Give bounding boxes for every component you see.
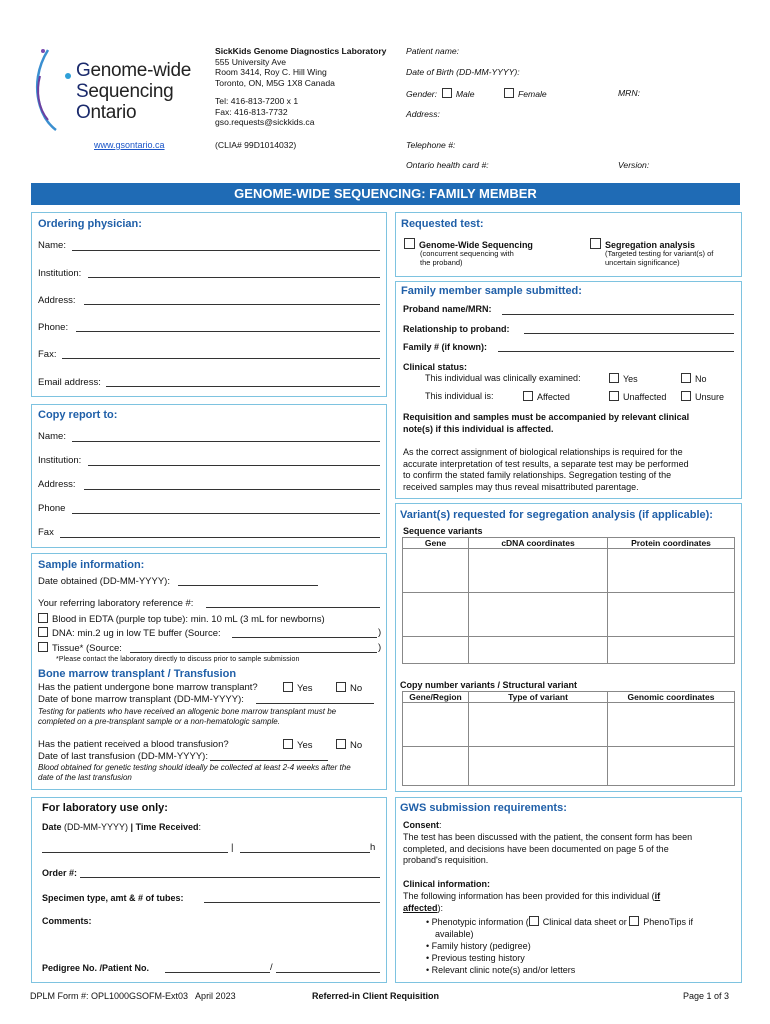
copy-phone-field[interactable] (72, 513, 380, 514)
bmt-title: Bone marrow transplant / Transfusion (38, 668, 237, 680)
unsure-option: Unsure (681, 391, 724, 402)
male-checkbox[interactable] (442, 88, 452, 98)
protein-header: Protein coordinates (608, 538, 735, 549)
bmt-date-label: Date of bone marrow transplant (DD-MM-YYYY): (38, 694, 244, 705)
website-link[interactable]: www.gsontario.ca (94, 140, 165, 150)
bmt-question: Has the patient undergone bone marrow transplant? (38, 682, 258, 693)
tissue-source-field[interactable] (130, 652, 377, 653)
gws-option: Genome-Wide Sequencing (404, 238, 533, 250)
ordering-physician-title: Ordering physician: (38, 218, 142, 230)
transfusion-date-field[interactable] (210, 760, 328, 761)
table-row (403, 747, 735, 786)
health-card-label: Ontario health card #: (406, 160, 489, 170)
specimen-label: Specimen type, amt & # of tubes: (42, 893, 184, 903)
ordering-name-field[interactable] (72, 250, 380, 251)
telephone-label: Telephone #: (406, 140, 456, 150)
table-cell[interactable] (403, 703, 469, 747)
list-item: available) (435, 929, 474, 939)
consent-label: Consent: (403, 820, 442, 830)
transfusion-no-checkbox[interactable] (336, 739, 346, 749)
unsure-checkbox[interactable] (681, 391, 691, 401)
table-cell[interactable] (403, 747, 469, 786)
clinical-info-text: The following information has been provided for this individual (if affected): (403, 891, 661, 913)
ordering-institution-label: Institution: (38, 268, 82, 279)
sample-date-field[interactable] (178, 585, 318, 586)
order-field[interactable] (80, 877, 380, 878)
pedigree-slash: / (270, 962, 273, 973)
lab-info: SickKids Genome Diagnostics Laboratory 555 University Ave Room 3414, Roy C. Hill Wing Toronto, ON, M5G 1X8 Canada Tel: 416-813-7200 x 1 Fax: 416-813-7732 gso.requests@sickkids.ca (215, 46, 387, 127)
transfusion-no-option: No (336, 739, 362, 751)
proband-field[interactable] (502, 314, 734, 315)
bmt-no-option: No (336, 682, 362, 694)
table-cell[interactable] (608, 549, 735, 593)
table-row (403, 703, 735, 747)
bmt-yes-checkbox[interactable] (283, 682, 293, 692)
bmt-date-field[interactable] (256, 703, 374, 704)
lab-use-title: For laboratory use only: (42, 802, 168, 814)
bmt-yes-option: Yes (283, 682, 313, 694)
lab-date-field[interactable] (42, 852, 228, 853)
cnv-label: Copy number variants / Structural variant (400, 680, 578, 690)
pedigree-field[interactable] (165, 972, 270, 973)
copy-report-box (31, 404, 387, 548)
bmt-note-2: completed on a pre-transplant sample or a non-hematologic sample. (38, 717, 280, 726)
gene-header: Gene (403, 538, 469, 549)
table-row (403, 549, 735, 593)
sample-note: *Please contact the laboratory directly to discuss prior to sample submission (56, 656, 300, 663)
patient-name-label: Patient name: (406, 46, 460, 56)
transfusion-note-2: date of the last transfusion (38, 773, 132, 782)
gws-requirements-title: GWS submission requirements: (400, 802, 567, 814)
ref-field[interactable] (206, 607, 380, 608)
dna-checkbox[interactable] (38, 627, 48, 637)
ordering-fax-label: Fax: (38, 349, 57, 360)
comments-label: Comments: (42, 916, 92, 926)
list-item: • Family history (pedigree) (426, 941, 531, 951)
lab-time-field[interactable] (240, 852, 370, 853)
family-no-label: Family # (if known): (403, 342, 488, 352)
transfusion-question: Has the patient received a blood transfusion? (38, 739, 229, 750)
ordering-fax-field[interactable] (62, 358, 380, 359)
type-header: Type of variant (469, 692, 608, 703)
pedigree-label: Pedigree No. /Patient No. (42, 963, 150, 973)
list-item: • Relevant clinic note(s) and/or letters (426, 965, 576, 975)
sample-info-title: Sample information: (38, 559, 145, 571)
table-cell[interactable] (608, 593, 735, 637)
logo-text: Genome-wide Sequencing Ontario (76, 60, 191, 123)
transfusion-note-1: Blood obtained for genetic testing should ideally be collected at least 2-4 weeks after the (38, 763, 351, 772)
region-header: Gene/Region (403, 692, 469, 703)
dna-paren: ) (378, 627, 382, 638)
sample-date-label: Date obtained (DD-MM-YYYY): (38, 576, 170, 587)
list-item: • Phenotypic information ( Clinical data sheet or PhenoTips if (426, 917, 693, 927)
gws-sub: (concurrent sequencing with the proband) (420, 249, 514, 267)
ordering-address-field[interactable] (84, 304, 380, 305)
copy-fax-label: Fax (38, 527, 54, 538)
lab-h: h (370, 842, 376, 853)
requested-test-title: Requested test: (401, 218, 484, 230)
transfusion-yes-checkbox[interactable] (283, 739, 293, 749)
table-cell[interactable] (469, 549, 608, 593)
gws-checkbox[interactable] (404, 238, 415, 249)
table-cell[interactable] (403, 549, 469, 593)
version-label: Version: (618, 160, 650, 170)
copy-institution-label: Institution: (38, 455, 82, 466)
ordering-name-label: Name: (38, 240, 66, 251)
form-banner: GENOME-WIDE SEQUENCING: FAMILY MEMBER (31, 183, 740, 205)
transfusion-yes-option: Yes (283, 739, 313, 751)
copy-address-field[interactable] (84, 489, 380, 490)
cdna-header: cDNA coordinates (469, 538, 608, 549)
footer-title: Referred-in Client Requisition (312, 991, 440, 1001)
copy-fax-field[interactable] (60, 537, 380, 538)
tissue-checkbox[interactable] (38, 642, 48, 652)
table-cell[interactable] (608, 637, 735, 664)
patient-gender-label: Gender: Male (406, 89, 475, 99)
sequence-variants-table (402, 537, 735, 664)
unaffected-option: Unaffected (609, 391, 666, 402)
transfusion-date-label: Date of last transfusion (DD-MM-YYYY): (38, 751, 208, 762)
variants-title: Variant(s) requested for segregation analysis (if applicable): (400, 509, 713, 521)
seg-checkbox[interactable] (590, 238, 601, 249)
consent-text: The test has been discussed with the patient, the consent form has been completed, and decisions have been documented on page 5 of the proband's requisition. (403, 832, 693, 865)
ordering-phone-label: Phone: (38, 322, 69, 333)
patient-no-field[interactable] (276, 972, 380, 973)
footer-page: Page 1 of 3 (683, 991, 730, 1001)
footer-form-number: DPLM Form #: OPL1000GSOFM-Ext03 April 2023 (30, 991, 236, 1001)
ordering-phone-field[interactable] (76, 331, 380, 332)
edta-checkbox[interactable] (38, 613, 48, 623)
is-label: This individual is: (425, 391, 494, 401)
ordering-email-label: Email address: (38, 377, 101, 388)
examined-yes-checkbox[interactable] (609, 373, 619, 383)
ordering-institution-field[interactable] (88, 277, 380, 278)
bmt-note-1: Testing for patients who have received an allogenic bone marrow transplant must be (38, 707, 337, 716)
family-member-title: Family member sample submitted: (401, 285, 582, 297)
table-cell[interactable] (608, 747, 735, 786)
seg-option: Segregation analysis (590, 238, 695, 250)
address-label: Address: (406, 109, 440, 119)
order-label: Order #: (42, 868, 78, 878)
dna-source-field[interactable] (232, 637, 377, 638)
family-no-field[interactable] (498, 351, 734, 352)
table-cell[interactable] (469, 637, 608, 664)
patient-dob-label: Date of Birth (DD-MM-YYYY): (406, 67, 520, 77)
examined-label: This individual was clinically examined: (425, 373, 581, 383)
bmt-no-checkbox[interactable] (336, 682, 346, 692)
phenotips-checkbox[interactable] (629, 916, 639, 926)
clia-number: (CLIA# 99D1014032) (215, 140, 297, 150)
genomic-header: Genomic coordinates (608, 692, 735, 703)
unaffected-checkbox[interactable] (609, 391, 619, 401)
examined-no-checkbox[interactable] (681, 373, 691, 383)
seq-variants-label: Sequence variants (403, 526, 483, 536)
female-option: Female (504, 88, 547, 99)
copy-address-label: Address: (38, 479, 76, 490)
lab-sep: | (231, 842, 234, 853)
copy-institution-field[interactable] (88, 465, 380, 466)
relationship-label: Relationship to proband: (403, 324, 510, 334)
copy-name-field[interactable] (72, 441, 380, 442)
tissue-option: Tissue* (Source: (38, 642, 122, 654)
relationship-paragraph: As the correct assignment of biological relationships is required for the accurate interpretation of test results, a separate test may be performed to confirm the stated family relationships. Segregation testing of the received samples may thus reveal misattributed parentage. (403, 447, 689, 492)
female-checkbox[interactable] (504, 88, 514, 98)
ref-label: Your referring laboratory reference #: (38, 598, 194, 609)
table-cell[interactable] (469, 593, 608, 637)
affected-option: Affected (523, 391, 570, 402)
ordering-email-field[interactable] (106, 386, 380, 387)
logo-mark (30, 46, 80, 136)
clinical-status-label: Clinical status: (403, 362, 468, 372)
edta-option: Blood in EDTA (purple top tube): min. 10 mL (3 mL for newborns) (38, 613, 325, 625)
clinical-data-sheet-checkbox[interactable] (529, 916, 539, 926)
mrn-label: MRN: (618, 88, 640, 98)
copy-report-title: Copy report to: (38, 409, 118, 421)
table-cell[interactable] (469, 703, 608, 747)
requisition-note: Requisition and samples must be accompanied by relevant clinical note(s) if this individual is affected. (403, 412, 690, 434)
copy-name-label: Name: (38, 431, 66, 442)
specimen-field[interactable] (204, 902, 380, 903)
table-row (403, 593, 735, 637)
lab-date-label: Date (DD-MM-YYYY) | Time Received: (42, 822, 201, 832)
table-row (403, 637, 735, 664)
affected-checkbox[interactable] (523, 391, 533, 401)
seg-sub: (Targeted testing for variant(s) of uncertain significance) (605, 249, 714, 267)
ordering-address-label: Address: (38, 295, 76, 306)
examined-yes-option: Yes (609, 373, 638, 384)
table-cell[interactable] (403, 637, 469, 664)
relationship-field[interactable] (524, 333, 734, 334)
copy-phone-label: Phone (38, 503, 66, 514)
table-cell[interactable] (608, 703, 735, 747)
examined-no-option: No (681, 373, 707, 384)
tissue-paren: ) (378, 642, 382, 653)
clinical-info-label: Clinical information: (403, 879, 491, 889)
cnv-table (402, 691, 735, 786)
list-item: • Previous testing history (426, 953, 525, 963)
requirements-list (426, 916, 693, 976)
table-cell[interactable] (469, 747, 608, 786)
table-cell[interactable] (403, 593, 469, 637)
proband-label: Proband name/MRN: (403, 304, 492, 314)
dna-option: DNA: min.2 ug in low TE buffer (Source: (38, 627, 221, 639)
